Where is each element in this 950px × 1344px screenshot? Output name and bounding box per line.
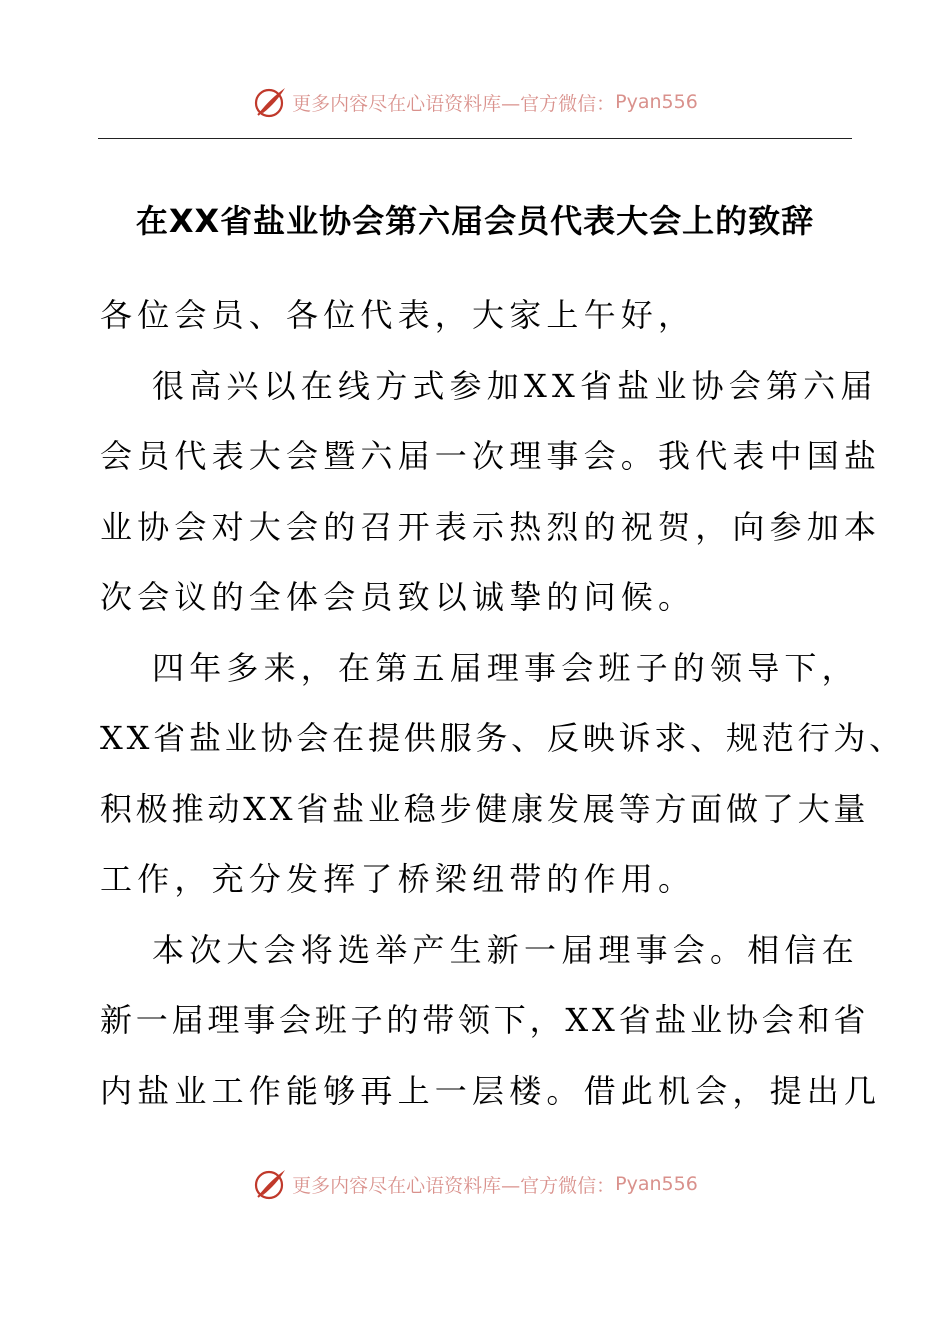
paragraph-line: 次会议的全体会员致以诚挚的问候。 [100,578,696,616]
footer-banner-text: 更多内容尽在心语资料库—官方微信： [292,1174,616,1197]
paragraph-line: 积极推动XX省盐业稳步健康发展等方面做了大量 [100,789,870,828]
paragraph-line: 各位会员、各位代表，大家上午好， [100,296,696,334]
document-title: 在XX省盐业协会第六届会员代表大会上的致辞 [135,202,815,240]
paragraph-line: 很高兴以在线方式参加XX省盐业协会第六届 [152,366,878,405]
paragraph-line: 工作，充分发挥了桥梁纽带的作用。 [100,860,696,898]
document-body [100,280,905,1126]
paragraph-line: 本次大会将选举产生新一届理事会。相信在 [152,930,859,969]
paragraph-line: 会员代表大会暨六届一次理事会。我代表中国盐 [100,437,882,475]
header-wechat-id: Pyan556 [615,91,698,113]
header-banner-text: 更多内容尽在心语资料库—官方微信： [292,92,616,115]
paragraph-line: 业协会对大会的召开表示热烈的祝贺，向参加本 [100,507,882,546]
header-divider [98,138,852,139]
footer-banner [0,1162,950,1206]
header-banner [0,80,950,124]
paragraph-line: 内盐业工作能够再上一层楼。借此机会，提出几 [100,1071,882,1110]
paragraph-line: 新一届理事会班子的带领下，XX省盐业协会和省 [100,1001,870,1039]
quill-pen-logo-icon [252,84,288,120]
paragraph-line: XX省盐业协会在提供服务、反映诉求、规范行为、 [100,719,905,757]
paragraph-line: 四年多来，在第五届理事会班子的领导下， [152,648,859,687]
footer-wechat-id: Pyan556 [615,1173,698,1195]
quill-pen-logo-icon [252,1166,288,1202]
